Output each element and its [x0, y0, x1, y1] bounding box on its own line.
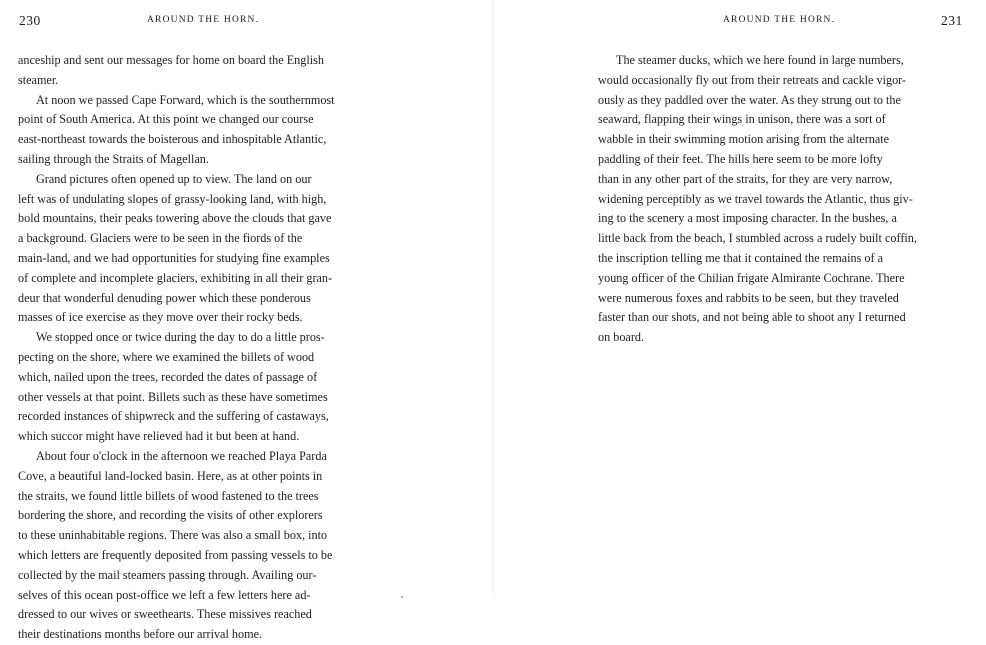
left-page-body [18, 51, 386, 645]
left-paragraph-2: At noon we passed Cape Forward, which is the southernmost point of South America. At this point we changed our course east-northeast towards the boisterous and inhospitable Atlantic, sailing through the Straits of Magellan. [18, 92, 335, 166]
left-paragraph-5: About four o'clock in the afternoon we reached Playa Parda Cove, a beautiful land-locked basin. Here, as at other points in the straits, we found little billets of wood fastened to the trees bordering the shore, and recording the visits of other explorers to these uninhabitable regions. There was also a small box, into which letters are frequently deposited from passing vessels to be collected by the mail steamers passing through. Availing our- selves of this ocean post-office we left a few letters here ad- dressed to our wives or sweethearts. These missives reached their destinations months before our arrival home. [18, 448, 333, 642]
right-page-number: 231 [941, 13, 963, 28]
right-running-head: AROUND THE HORN. [723, 15, 836, 25]
left-paragraph-1: anceship and sent our messages for home on board the English steamer. [18, 53, 324, 87]
right-page-body [598, 51, 958, 348]
right-paragraph-1: The steamer ducks, which we here found in large numbers, would occasionally fly out from their retreats and cackle vigor- ously as they paddled over the water. As they strung out to the seaward, flapping their wings in unison, there was a sort of wabble in their swimming motion arising from the alternate paddling of their feet. The hills here seem to be more lofty than in any other part of the straits, for they are very narrow, widening perceptibly as we travel towards the Atlantic, thus giv- ing to the scenery a most imposing character. In the bushes, a little back from the beach, I stumbled across a rudely built coffin, the inscription telling me that it contained the remains of a young officer of the Chilian frigate Almirante Cochrane. There were numerous foxes and rabbits to be seen, but they traveled faster than our shots, and not being able to shoot any I returned on board. [598, 53, 917, 345]
left-page-number: 230 [19, 13, 41, 28]
left-running-head: AROUND THE HORN. [147, 15, 260, 25]
left-page [0, 0, 493, 642]
left-paragraph-4: We stopped once or twice during the day to do a little pros- pecting on the shore, where we examined the billets of wood which, nailed upon the trees, recorded the dates of passage of other vessels at that point. Billets such as these have sometimes recorded instances of shipwreck and the suffering of castaways, which succor might have relieved had it but been at hand. [18, 330, 329, 444]
left-paragraph-3: Grand pictures often opened up to view. The land on our left was of undulating slopes of grassy-looking land, with high, bold mountains, their peaks towering above the clouds that gave a background. Glaciers were to be seen in the fiords of the main-land, and we had opportunities for studying fine examples of complete and incomplete glaciers, exhibiting in all their gran- deur that wonderful denuding power which these ponderous masses of ice exercise as they move over their rocky beds. [18, 171, 333, 325]
right-page [493, 0, 986, 598]
